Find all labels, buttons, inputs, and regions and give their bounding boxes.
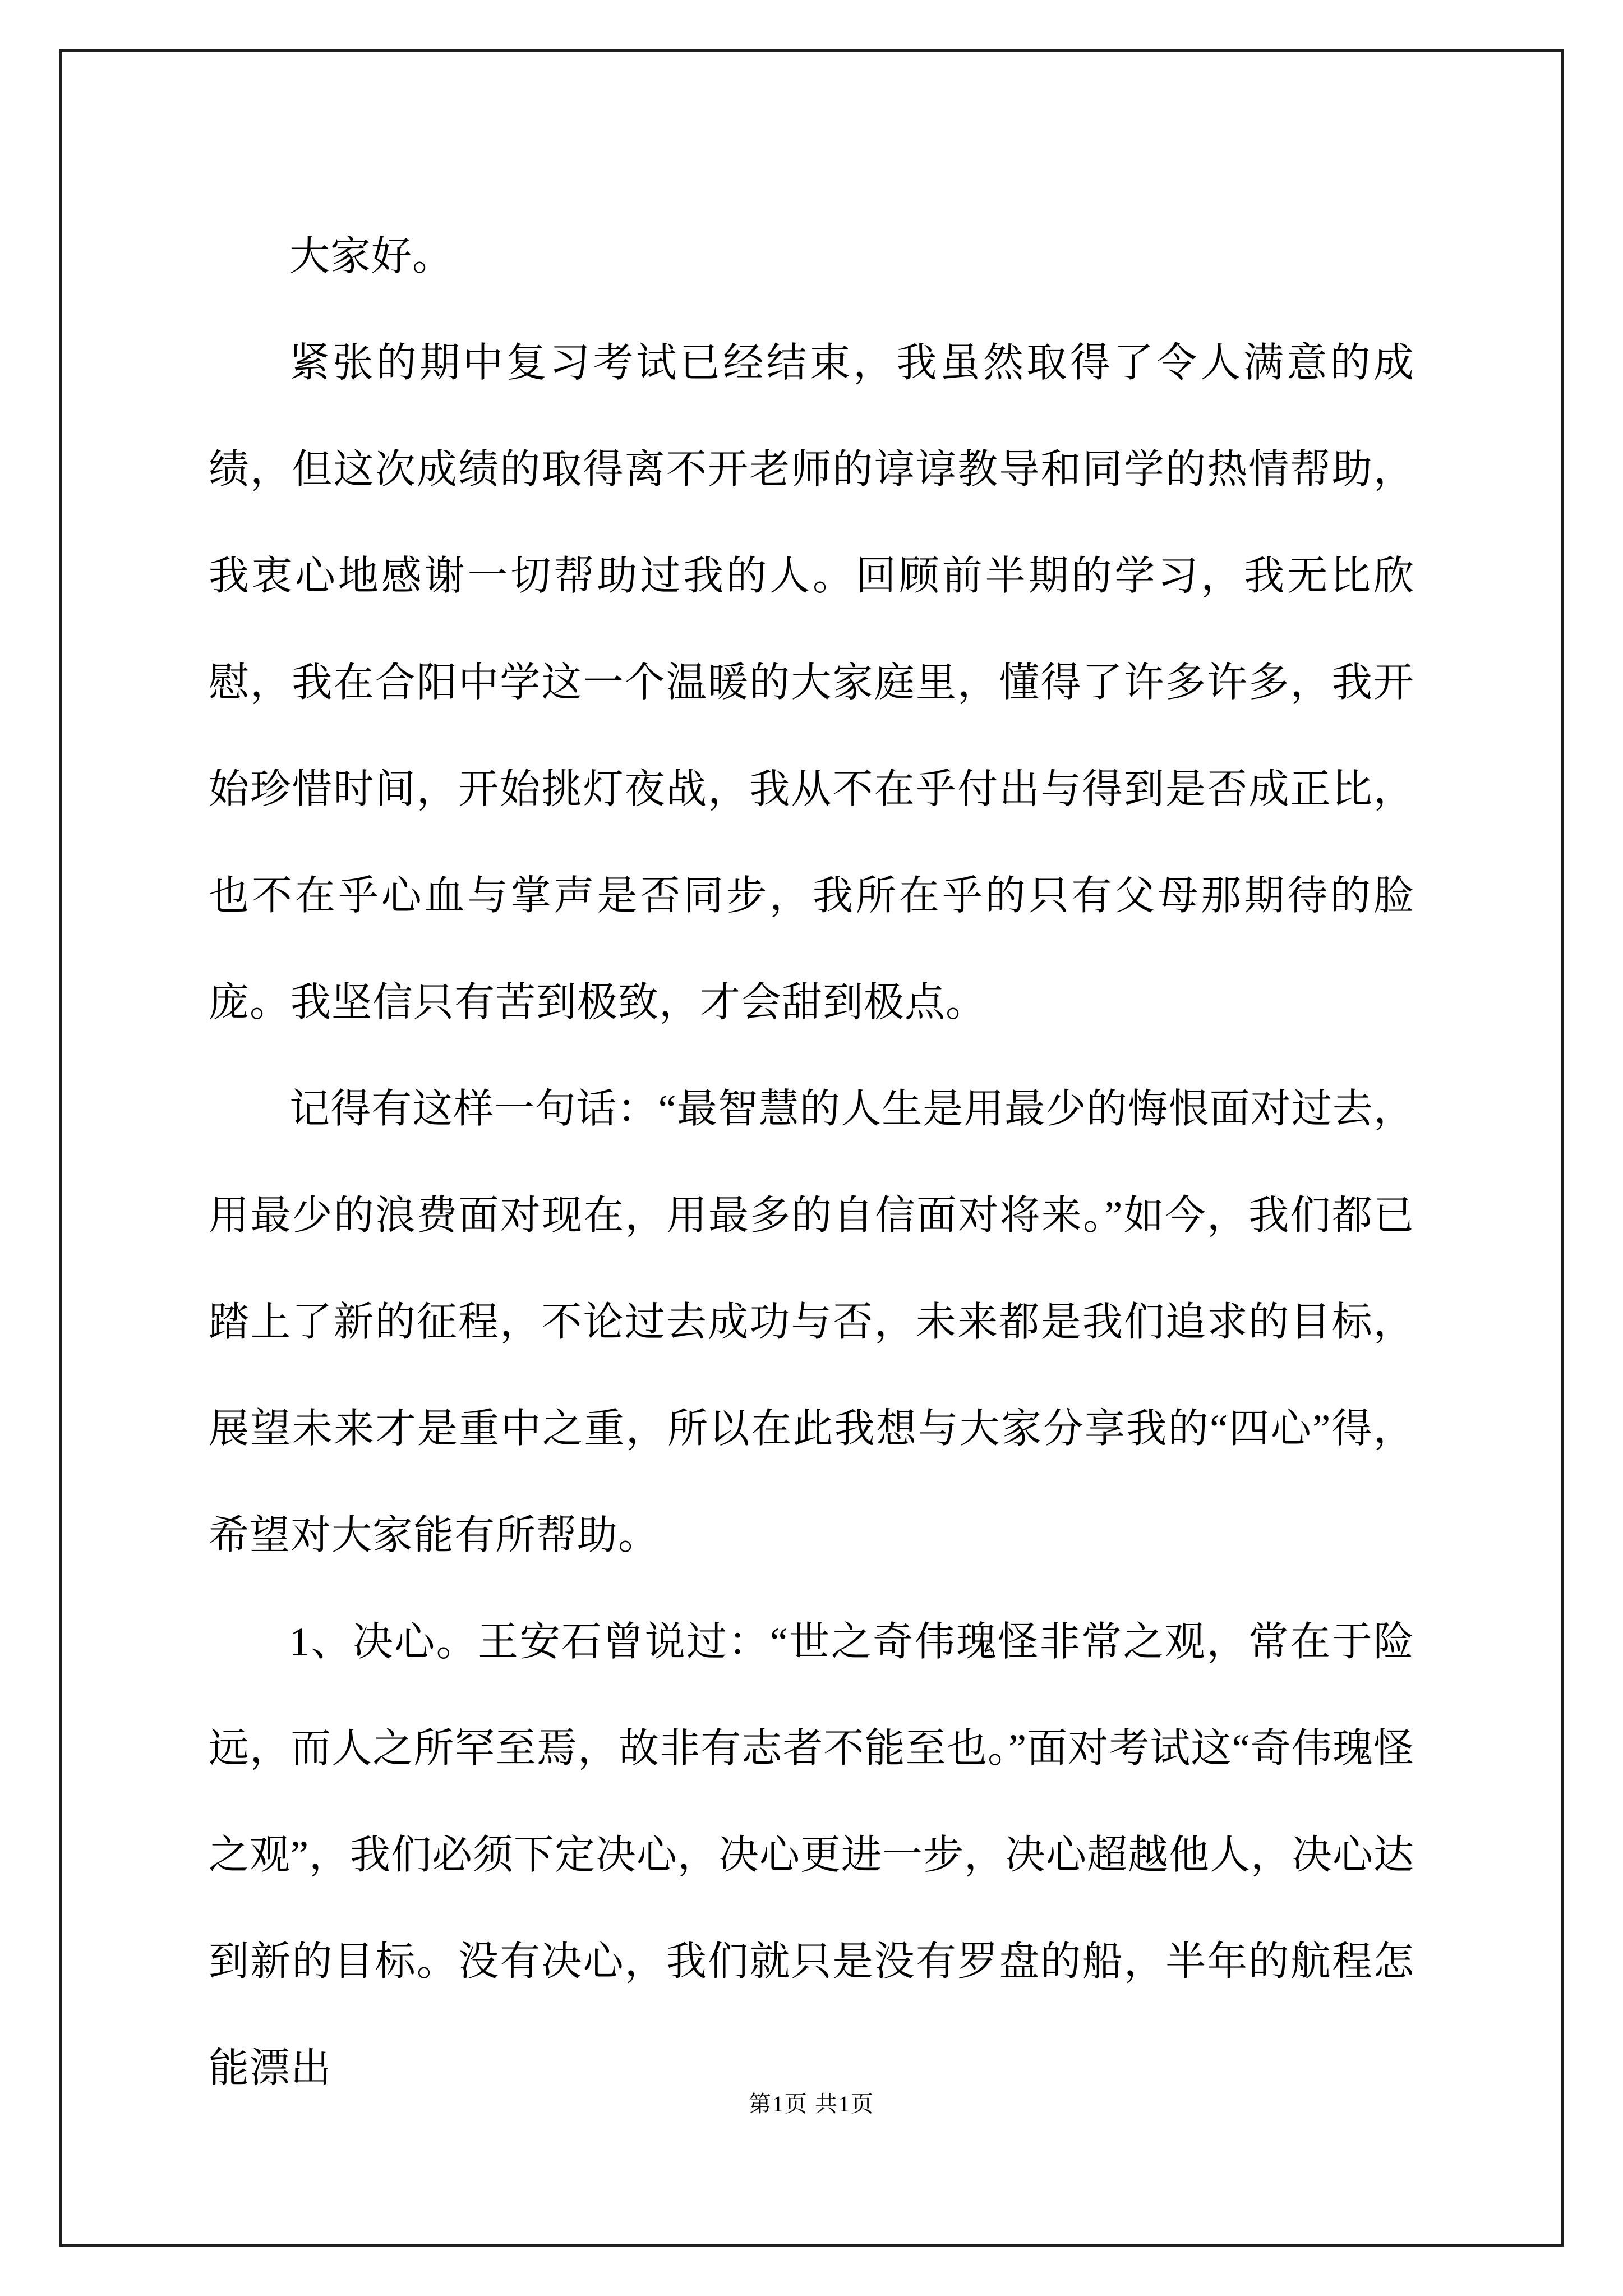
document-body xyxy=(209,203,1414,2122)
paragraph-determination: 1、决心。王安石曾说过：“世之奇伟瑰怪非常之观，常在于险远，而人之所罕至焉，故非有志者不能至也。”面对考试这“奇伟瑰怪之观”，我们必须下定决心，决心更进一步，决心超越他人，决心达到新的目标。没有决心，我们就只是没有罗盘的船，半年的航程怎能漂出 xyxy=(209,1619,1414,2091)
paragraph-exam-review: 紧张的期中复习考试已经结束，我虽然取得了令人满意的成绩，但这次成绩的取得离不开老师的谆谆教导和同学的热情帮助，我衷心地感谢一切帮助过我的人。回顾前半期的学习，我无比欣慰，我在合阳中学这一个温暖的大家庭里，懂得了许多许多，我开始珍惜时间，开始挑灯夜战，我从不在乎付出与得到是否成正比，也不在乎心血与掌声是否同步，我所在乎的只有父母那期待的脸庞。我坚信只有苦到极致，才会甜到极点。 xyxy=(209,341,1414,1025)
page-footer: 第1页 共1页 xyxy=(749,2091,874,2116)
paragraph-quote-wisdom: 记得有这样一句话：“最智慧的人生是用最少的悔恨面对过去，用最少的浪费面对现在，用最多的自信面对将来。”如今，我们都已踏上了新的征程，不论过去成功与否，未来都是我们追求的目标，展望未来才是重中之重，所以在此我想与大家分享我的“四心”得，希望对大家能有所帮助。 xyxy=(209,1087,1414,1558)
paragraph-greeting: 大家好。 xyxy=(289,234,454,279)
